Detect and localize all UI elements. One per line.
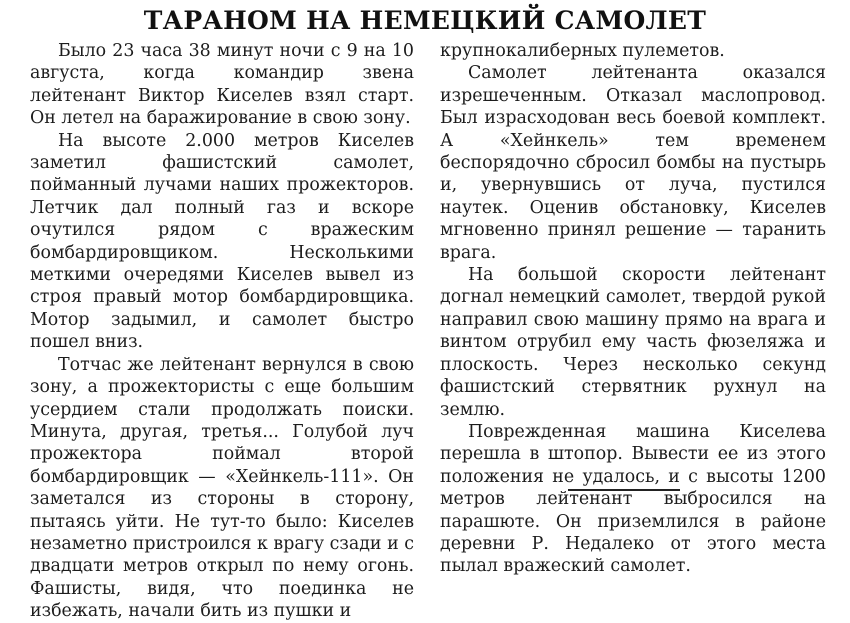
article-column-left (30, 40, 414, 623)
end-of-article-rule (568, 489, 680, 491)
article-paragraph: На большой скорости лейтенант догнал немецкий самолет, твердой рукой направил свою машину прямо на врага и винтом отрубил ему часть фюзеляжа и плоскость. Через несколько секунд фашистский стервятник рухнул на землю. (440, 265, 826, 420)
article-paragraph: Самолет лейтенанта оказался изрешеченным. Отказал маслопровод. Был израсходован весь боевой комплект. А «Хейнкель» тем временем беспорядочно сбросил бомбы на пустырь и, увернувшись от луча, пустился наутек. Оценив обстановку, Киселев мгновенно принял решение — таранить врага. (440, 63, 826, 263)
article-paragraph: Поврежденная машина Киселева перешла в штопор. Вывести ее из этого положения не удалось, и с высоты 1200 метров лейтенант выбросился на парашюте. Он приземлился в районе деревни Р. Недалеко от этого места пылал вражеский самолет. (440, 421, 826, 577)
article-paragraph-continuation: крупнокалиберных пулеметов. (440, 41, 725, 61)
article-headline: ТАРАНОМ НА НЕМЕЦКИЙ САМОЛЕТ (143, 6, 707, 35)
article-paragraph: На высоте 2.000 метров Киселев заметил фашистский самолет, пойманный лучами наших прожекторов. Летчик дал полный газ и вскоре очутился рядом с вражеским бомбардировщиком. Несколькими меткими очередями Киселев вывел из строя правый мотор бомбардировщика. Мотор задымил, и самолет быстро пошел вниз. (30, 130, 414, 353)
article-paragraph: Тотчас же лейтенант вернулся в свою зону, а прожектористы с еще большим усердием стали продолжать поиски. Минута, другая, третья... Голубой луч прожектора поймал второй бомбардировщик — «Хейнкель-111». Он заметался из стороны в сторону, пытаясь уйти. Не тут-то было: Киселев незаметно пристроился к врагу сзади и с двадцати метров открыл по нему огонь. Фашисты, видя, что поединка не избежать, начали бить из пушки и (30, 354, 414, 622)
article-paragraph: Было 23 часа 38 минут ночи с 9 на 10 августа, когда командир звена лейтенант Виктор Киселев взял старт. Он летел на баражирование в свою зону. (30, 41, 414, 129)
article-column-right (440, 40, 826, 578)
